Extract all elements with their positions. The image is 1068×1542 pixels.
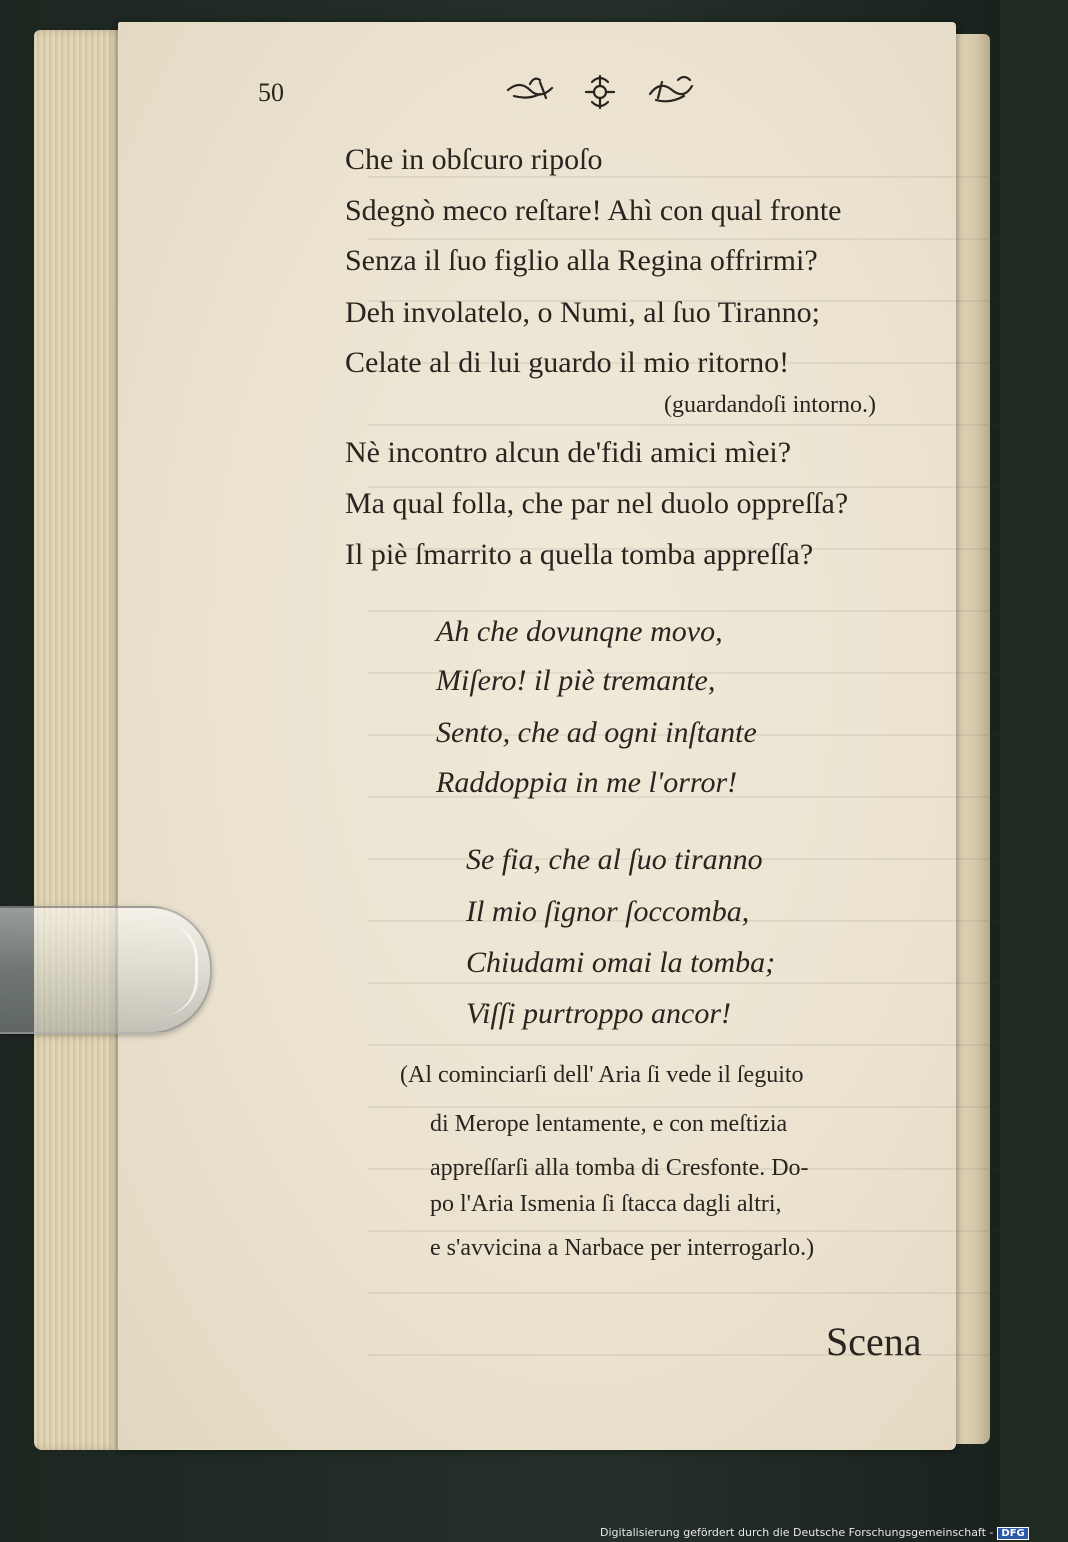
page-holder-clip — [0, 906, 212, 1034]
headpiece-ornament-icon — [500, 70, 700, 114]
stage-direction-line: e s'avvicina a Narbace per interrogarlo.) — [430, 1235, 815, 1261]
stage-direction-line: di Merope lentamente, e con meſtizia — [430, 1111, 788, 1137]
aria-line: Chiudami omai la tomba; — [466, 946, 776, 979]
verse-line: Il piè ſmarrito a quella tomba appreſſa? — [345, 538, 814, 571]
aria-line: Sento, che ad ogni inſtante — [436, 716, 757, 749]
aria-line: Se fia, che al ſuo tiranno — [466, 843, 763, 876]
verse-line: Che in obſcuro ripoſo — [345, 143, 603, 176]
verse-line: Deh involatelo, o Numi, al ſuo Tiranno; — [345, 296, 820, 329]
aria-line: Il mio ſignor ſoccomba, — [466, 895, 750, 928]
catchword: Scena — [826, 1319, 922, 1364]
dfg-logo-icon: DFG — [997, 1527, 1028, 1540]
verse-line: Senza il ſuo figlio alla Regina offrirmi? — [345, 244, 818, 277]
stage-direction-line: appreſſarſi alla tomba di Cresfonte. Do- — [430, 1155, 809, 1181]
footer-text: Digitalisierung gefördert durch die Deutsche Forschungsgemeinschaft - — [600, 1526, 994, 1539]
stage-direction-line: po l'Aria Ismenia ſi ſtacca dagli altri, — [430, 1191, 782, 1217]
aria-line: Ah che dovunqne movo, — [436, 615, 723, 648]
verse-line: Celate al di lui guardo il mio ritorno! — [345, 346, 790, 379]
stage-direction-line: (Al cominciarſi dell' Aria ſi vede il ſeguito — [400, 1062, 804, 1088]
verse-line: Sdegnò meco reſtare! Ahì con qual fronte — [345, 194, 842, 227]
aria-line: Viſſi purtroppo ancor! — [466, 997, 731, 1030]
verse-line: Ma qual folla, che par nel duolo oppreſſa? — [345, 487, 849, 520]
digitization-footer — [600, 1526, 1029, 1540]
aria-line: Miſero! il piè tremante, — [436, 664, 716, 697]
aria-line: Raddoppia in me l'orror! — [436, 766, 738, 799]
stage-direction: (guardandoſi intorno.) — [664, 392, 876, 418]
verse-line: Nè incontro alcun de'fidi amici mìei? — [345, 436, 792, 469]
page-number: 50 — [258, 78, 284, 107]
